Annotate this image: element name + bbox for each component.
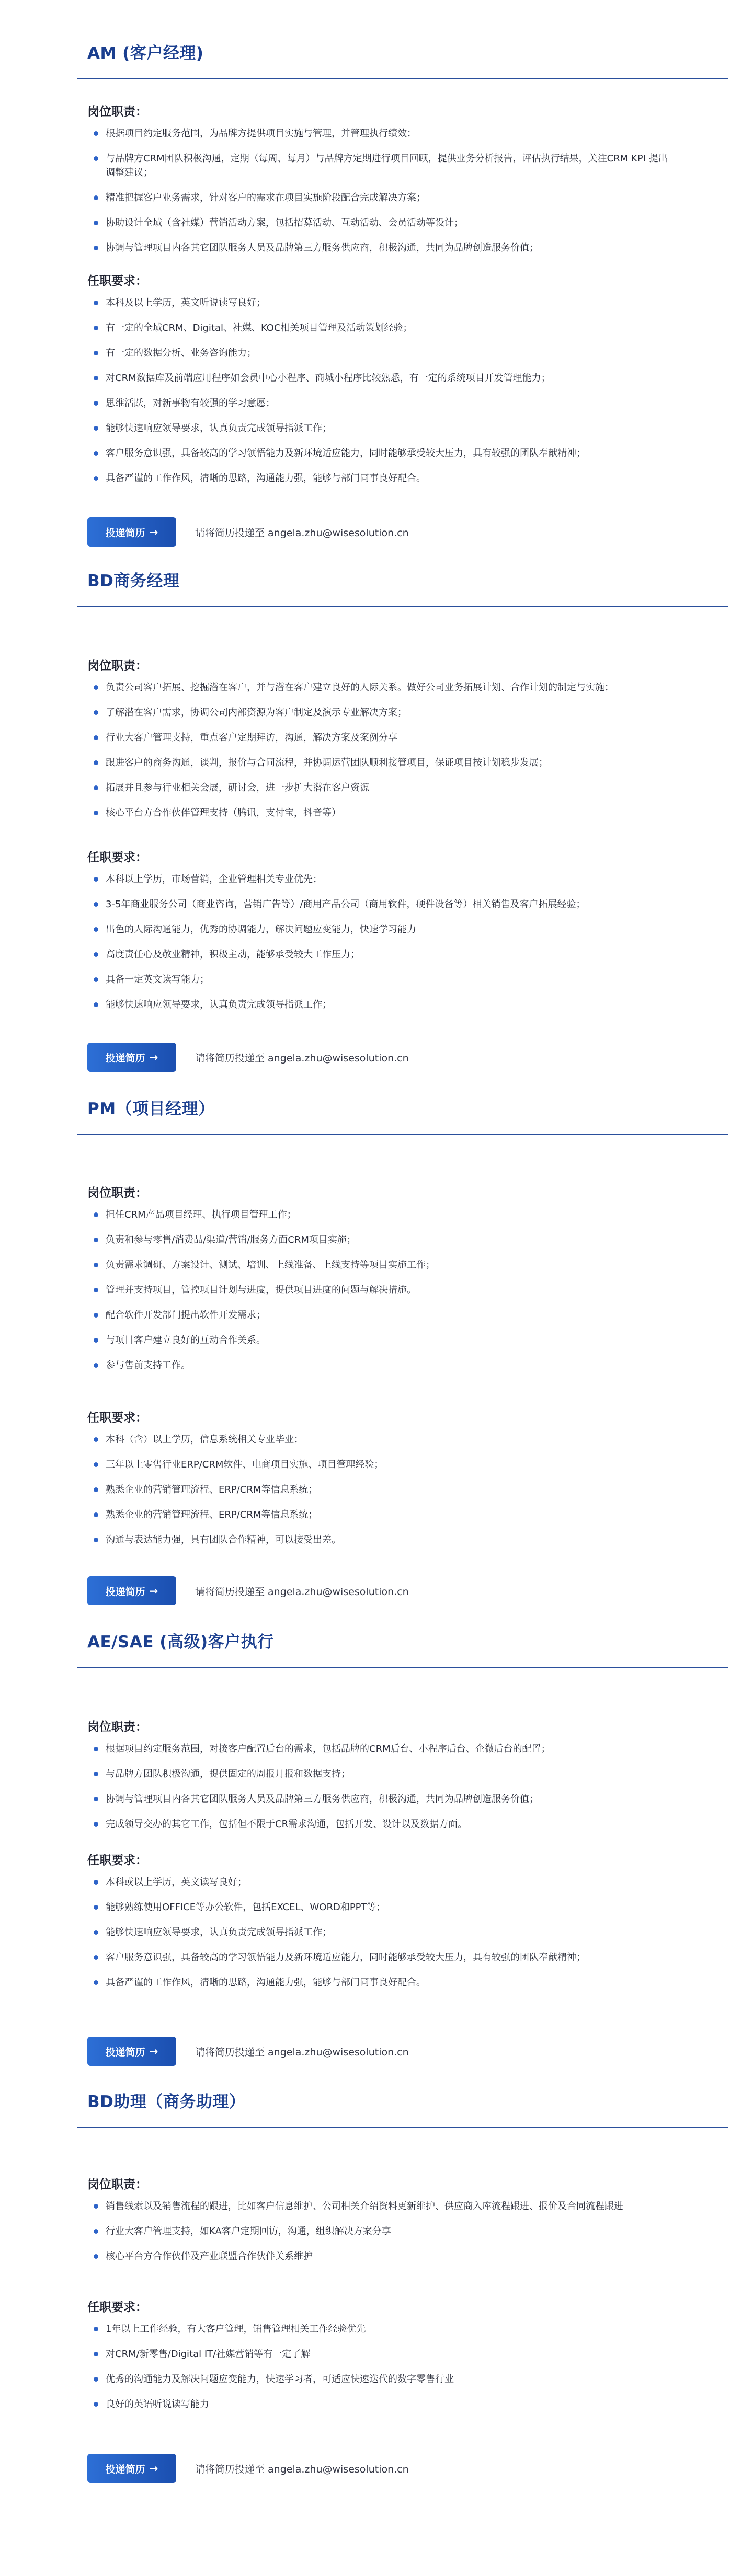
requirements-item-text: 具备一定英文读写能力； <box>106 974 209 985</box>
duties-item <box>87 1208 673 1222</box>
arrow-right-icon: → <box>149 2045 158 2058</box>
requirements-item-text: 本科以上学历，市场营销，企业管理相关专业优先； <box>106 874 322 885</box>
duties-item <box>87 1817 673 1831</box>
requirements-item <box>87 296 673 310</box>
requirements-item-text: 良好的英语听说读写能力 <box>106 2399 209 2410</box>
requirements-item <box>87 421 673 435</box>
requirements-item-text: 能够快速响应领导要求，认真负责完成领导指派工作； <box>106 1927 332 1938</box>
bullet-dot-icon <box>94 2229 98 2234</box>
requirements-item <box>87 973 673 987</box>
duties-item <box>87 241 673 255</box>
submit-resume-button[interactable] <box>87 2037 176 2066</box>
requirements-item <box>87 471 673 486</box>
duties-item <box>87 1742 673 1756</box>
duties-item <box>87 1308 673 1322</box>
submit-resume-button[interactable] <box>87 1576 176 1605</box>
duties-item-text: 协调与管理项目内各其它团队服务人员及品牌第三方服务供应商，积极沟通，共同为品牌创造服务价值； <box>106 1794 539 1805</box>
duties-item <box>87 1792 673 1806</box>
requirements-item-text: 优秀的沟通能力及解决问题应变能力，快速学习者，可适应快速迭代的数字零售行业 <box>106 2374 454 2385</box>
duties-item <box>87 2224 673 2238</box>
duties-item <box>87 1767 673 1781</box>
job-title: AM (客户经理) <box>87 44 204 63</box>
requirements-item-text: 高度责任心及敬业精神，积极主动，能够承受较大工作压力； <box>106 949 360 960</box>
apply-row <box>87 1576 409 1605</box>
bullet-dot-icon <box>94 1797 98 1801</box>
bullet-dot-icon <box>94 2254 98 2259</box>
bullet-dot-icon <box>94 1288 98 1292</box>
bullet-dot-icon <box>94 1462 98 1467</box>
bullet-dot-icon <box>94 1772 98 1776</box>
requirements-item-text: 熟悉企业的营销管理流程、ERP/CRM等信息系统； <box>106 1484 318 1495</box>
duties-item <box>87 806 673 820</box>
requirements-item-text: 对CRM/新零售/Digital IT/社媒营销等有一定了解 <box>106 2349 311 2360</box>
requirements-item-text: 三年以上零售行业ERP/CRM软件、电商项目实施、项目管理经验； <box>106 1459 384 1470</box>
job-title: AE/SAE (高级)客户执行 <box>87 1633 274 1651</box>
duties-item <box>87 706 673 720</box>
duties-item-text: 管理并支持项目，管控项目计划与进度，提供项目进度的问题与解决措施。 <box>106 1285 416 1296</box>
resume-email-note: 请将简历投递至 angela.zhu@wisesolution.cn <box>195 1586 409 1598</box>
bullet-dot-icon <box>94 2327 98 2331</box>
bullet-dot-icon <box>94 301 98 305</box>
bullet-dot-icon <box>94 1905 98 1910</box>
requirements-list <box>87 2322 673 2411</box>
submit-resume-label: 投递简历 <box>105 527 145 539</box>
duties-item-text: 根据项目约定服务范围，对接客户配置后台的需求，包括品牌的CRM后台、小程序后台、企微后台的配置； <box>106 1743 551 1754</box>
requirements-item <box>87 1900 673 1914</box>
requirements-item <box>87 948 673 962</box>
bullet-dot-icon <box>94 1980 98 1985</box>
bullet-dot-icon <box>94 1363 98 1368</box>
requirements-item-text: 对CRM数据库及前端应用程序如会员中心小程序、商城小程序比较熟悉，有一定的系统项目开发管理能力； <box>106 373 551 384</box>
requirements-item <box>87 2347 673 2361</box>
bullet-dot-icon <box>94 1338 98 1343</box>
arrow-right-icon: → <box>149 1585 158 1597</box>
bullet-dot-icon <box>94 710 98 715</box>
resume-email-note: 请将简历投递至 angela.zhu@wisesolution.cn <box>195 1052 409 1064</box>
duties-list <box>87 680 673 820</box>
requirements-item-text: 本科或以上学历，英文读写良好； <box>106 1877 247 1888</box>
apply-row <box>87 2454 409 2483</box>
title-divider <box>77 78 728 79</box>
bullet-dot-icon <box>94 1512 98 1517</box>
duties-item <box>87 216 673 230</box>
bullet-dot-icon <box>94 156 98 161</box>
requirements-item-text: 3-5年商业服务公司（商业咨询，营销广告等）/商用产品公司（商用软件，硬件设备等）相关销售及客户拓展经验； <box>106 899 586 910</box>
duties-item <box>87 1333 673 1347</box>
requirements-item-text: 沟通与表达能力强，具有团队合作精神，可以接受出差。 <box>106 1534 341 1545</box>
bullet-dot-icon <box>94 2377 98 2382</box>
requirements-item <box>87 2397 673 2411</box>
duties-item-text: 核心平台方合作伙伴管理支持（腾讯，支付宝，抖音等） <box>106 807 341 818</box>
requirements-item <box>87 1875 673 1889</box>
bullet-dot-icon <box>94 902 98 907</box>
duties-list <box>87 126 673 255</box>
duties-item-text: 销售线索以及销售流程的跟进，比如客户信息维护、公司相关介绍资料更新维护、供应商入库流程跟进、报价及合同流程跟进 <box>106 2201 623 2212</box>
duties-item-text: 与品牌方CRM团队积极沟通，定期（每周、每月）与品牌方定期进行项目回顾，提供业务分析报告，评估执行结果，关注CRM KPI 提出调整建议； <box>106 153 668 178</box>
duties-section <box>87 101 673 266</box>
job-title: BD商务经理 <box>87 572 180 591</box>
duties-section <box>87 1717 673 1842</box>
requirements-section <box>87 847 673 1023</box>
duties-list <box>87 1742 673 1831</box>
resume-email-note: 请将简历投递至 angela.zhu@wisesolution.cn <box>195 2463 409 2475</box>
apply-row <box>87 1043 409 1072</box>
requirements-item-text: 本科及以上学历，英文听说读写良好； <box>106 297 266 308</box>
bullet-dot-icon <box>94 426 98 431</box>
requirements-item <box>87 1976 673 1990</box>
bullet-dot-icon <box>94 221 98 225</box>
bullet-dot-icon <box>94 1487 98 1492</box>
duties-heading: 岗位职责： <box>87 1720 147 1734</box>
duties-item <box>87 731 673 745</box>
requirements-heading: 任职要求： <box>87 2301 147 2314</box>
bullet-dot-icon <box>94 2352 98 2356</box>
requirements-section <box>87 271 673 496</box>
duties-item-text: 负责需求调研、方案设计、测试、培训、上线准备、上线支持等项目实施工作； <box>106 1260 435 1270</box>
bullet-dot-icon <box>94 326 98 330</box>
duties-item-text: 了解潜在客户需求，协调公司内部资源为客户制定及演示专业解决方案； <box>106 707 407 718</box>
resume-email-note: 请将简历投递至 angela.zhu@wisesolution.cn <box>195 2046 409 2058</box>
requirements-item <box>87 1458 673 1472</box>
bullet-dot-icon <box>94 1238 98 1242</box>
duties-item-text: 核心平台方合作伙伴及产业联盟合作伙伴关系维护 <box>106 2251 313 2262</box>
duties-item <box>87 126 673 141</box>
requirements-item <box>87 371 673 385</box>
submit-resume-label: 投递简历 <box>105 1586 145 1598</box>
requirements-item <box>87 1483 673 1497</box>
duties-item-text: 参与售前支持工作。 <box>106 1360 190 1371</box>
duties-item-text: 行业大客户管理支持，如KA客户定期回访，沟通，组织解决方案分享 <box>106 2226 391 2237</box>
duties-item-text: 配合软件开发部门提出软件开发需求； <box>106 1310 266 1321</box>
arrow-right-icon: → <box>149 1051 158 1064</box>
requirements-section <box>87 1407 673 1558</box>
requirements-item-text: 具备严谨的工作作风，清晰的思路，沟通能力强，能够与部门同事良好配合。 <box>106 473 426 484</box>
resume-email-note: 请将简历投递至 angela.zhu@wisesolution.cn <box>195 527 409 539</box>
duties-heading: 岗位职责： <box>87 2178 147 2191</box>
bullet-dot-icon <box>94 877 98 882</box>
duties-heading: 岗位职责： <box>87 659 147 673</box>
duties-item-text: 与项目客户建立良好的互动合作关系。 <box>106 1335 266 1346</box>
requirements-list <box>87 1433 673 1547</box>
requirements-item-text: 能够熟练使用OFFICE等办公软件，包括EXCEL、WORD和PPT等； <box>106 1902 386 1913</box>
duties-list <box>87 2199 673 2263</box>
requirements-item <box>87 2372 673 2386</box>
duties-item <box>87 1283 673 1297</box>
requirements-item <box>87 1925 673 1939</box>
requirements-item-text: 有一定的全域CRM、Digital、社媒、KOC相关项目管理及活动策划经验； <box>106 322 413 333</box>
bullet-dot-icon <box>94 401 98 406</box>
bullet-dot-icon <box>94 1313 98 1318</box>
duties-item-text: 负责公司客户拓展、挖掘潜在客户，并与潜在客户建立良好的人际关系。做好公司业务拓展计划、合作计划的制定与实施； <box>106 682 614 693</box>
duties-item <box>87 756 673 770</box>
requirements-heading: 任职要求： <box>87 1411 147 1425</box>
submit-resume-label: 投递简历 <box>105 2046 145 2058</box>
requirements-item-text: 出色的人际沟通能力，优秀的协调能力，解决问题应变能力，快速学习能力 <box>106 924 416 935</box>
requirements-item-text: 本科（含）以上学历，信息系统相关专业毕业； <box>106 1434 303 1445</box>
duties-item <box>87 1233 673 1247</box>
bullet-dot-icon <box>94 476 98 481</box>
bullet-dot-icon <box>94 785 98 790</box>
submit-resume-button[interactable] <box>87 517 176 547</box>
bullet-dot-icon <box>94 1880 98 1885</box>
duties-item-text: 行业大客户管理支持，重点客户定期拜访，沟通，解决方案及案例分享 <box>106 732 397 743</box>
bullet-dot-icon <box>94 735 98 740</box>
bullet-dot-icon <box>94 811 98 815</box>
requirements-item-text: 客户服务意识强，具备较高的学习领悟能力及新环境适应能力，同时能够承受较大压力，具有较强的团队奉献精神； <box>106 448 586 459</box>
duties-heading: 岗位职责： <box>87 1186 147 1200</box>
bullet-dot-icon <box>94 2204 98 2209</box>
duties-item <box>87 680 673 695</box>
requirements-list <box>87 1875 673 1990</box>
bullet-dot-icon <box>94 927 98 932</box>
bullet-dot-icon <box>94 2402 98 2407</box>
duties-section <box>87 655 673 831</box>
requirements-item-text: 熟悉企业的营销管理流程、ERP/CRM等信息系统； <box>106 1509 318 1520</box>
job-title: BD助理（商务助理） <box>87 2093 246 2111</box>
bullet-dot-icon <box>94 1212 98 1217</box>
bullet-dot-icon <box>94 351 98 355</box>
apply-row <box>87 517 409 547</box>
bullet-dot-icon <box>94 1538 98 1542</box>
title-divider <box>77 1134 728 1135</box>
bullet-dot-icon <box>94 685 98 690</box>
requirements-item <box>87 1950 673 1965</box>
duties-item-text: 精准把握客户业务需求，针对客户的需求在项目实施阶段配合完成解决方案； <box>106 192 426 203</box>
duties-item <box>87 1258 673 1272</box>
requirements-item <box>87 446 673 460</box>
bullet-dot-icon <box>94 952 98 957</box>
duties-item <box>87 2199 673 2213</box>
duties-item <box>87 152 673 180</box>
requirements-item-text: 1年以上工作经验，有大客户管理，销售管理相关工作经验优先 <box>106 2324 366 2335</box>
requirements-heading: 任职要求： <box>87 851 147 864</box>
bullet-dot-icon <box>94 760 98 765</box>
bullet-dot-icon <box>94 1747 98 1751</box>
duties-item-text: 负责和参与零售/消费品/渠道/营销/服务方面CRM项目实施； <box>106 1234 356 1245</box>
title-divider <box>77 2127 728 2128</box>
job-title: PM（项目经理） <box>87 1100 215 1118</box>
requirements-item <box>87 1433 673 1447</box>
bullet-dot-icon <box>94 451 98 456</box>
requirements-section <box>87 1850 673 2001</box>
bullet-dot-icon <box>94 131 98 136</box>
bullet-dot-icon <box>94 195 98 200</box>
requirements-item <box>87 897 673 911</box>
requirements-item <box>87 2322 673 2336</box>
duties-item <box>87 1358 673 1372</box>
requirements-item <box>87 998 673 1012</box>
submit-resume-label: 投递简历 <box>105 1052 145 1064</box>
bullet-dot-icon <box>94 1263 98 1267</box>
duties-item-text: 完成领导交办的其它工作，包括但不限于CR需求沟通，包括开发、设计以及数据方面。 <box>106 1819 467 1830</box>
requirements-list <box>87 296 673 486</box>
requirements-item-text: 具备严谨的工作作风，清晰的思路，沟通能力强，能够与部门同事良好配合。 <box>106 1977 426 1988</box>
duties-heading: 岗位职责： <box>87 105 147 119</box>
requirements-item-text: 客户服务意识强，具备较高的学习领悟能力及新环境适应能力，同时能够承受较大压力，具有较强的团队奉献精神； <box>106 1952 586 1963</box>
duties-item <box>87 2249 673 2263</box>
requirements-item <box>87 396 673 410</box>
duties-item-text: 协助设计全域（含社媒）营销活动方案，包括招募活动、互动活动、会员活动等设计； <box>106 217 463 228</box>
duties-item <box>87 781 673 795</box>
requirements-item <box>87 1508 673 1522</box>
duties-item-text: 与品牌方团队积极沟通，提供固定的周报月报和数据支持； <box>106 1769 350 1780</box>
bullet-dot-icon <box>94 977 98 982</box>
bullet-dot-icon <box>94 1437 98 1442</box>
bullet-dot-icon <box>94 246 98 250</box>
duties-item-text: 协调与管理项目内各其它团队服务人员及品牌第三方服务供应商，积极沟通，共同为品牌创造服务价值； <box>106 242 539 253</box>
requirements-item-text: 思维活跃，对新事物有较强的学习意愿； <box>106 398 275 409</box>
requirements-item <box>87 922 673 937</box>
duties-section <box>87 2174 673 2274</box>
requirements-item <box>87 346 673 360</box>
requirements-heading: 任职要求： <box>87 1854 147 1867</box>
requirements-list <box>87 872 673 1012</box>
requirements-section <box>87 2297 673 2422</box>
arrow-right-icon: → <box>149 526 158 538</box>
arrow-right-icon: → <box>149 2462 158 2475</box>
submit-resume-button[interactable] <box>87 1043 176 1072</box>
title-divider <box>77 1667 728 1668</box>
duties-list <box>87 1208 673 1372</box>
duties-item-text: 跟进客户的商务沟通，谈判，报价与合同流程，并协调运营团队顺利接管项目，保证项目按计划稳步发展； <box>106 757 548 768</box>
bullet-dot-icon <box>94 1930 98 1935</box>
duties-item-text: 担任CRM产品项目经理、执行项目管理工作； <box>106 1209 296 1220</box>
bullet-dot-icon <box>94 1955 98 1960</box>
apply-row <box>87 2037 409 2066</box>
requirements-item-text: 能够快速响应领导要求，认真负责完成领导指派工作； <box>106 999 332 1010</box>
duties-section <box>87 1183 673 1383</box>
duties-item-text: 根据项目约定服务范围，为品牌方提供项目实施与管理，并管理执行绩效； <box>106 128 416 139</box>
requirements-item-text: 有一定的数据分析、业务咨询能力； <box>106 348 256 359</box>
bullet-dot-icon <box>94 1822 98 1827</box>
requirements-heading: 任职要求： <box>87 274 147 288</box>
bullet-dot-icon <box>94 1002 98 1007</box>
submit-resume-label: 投递简历 <box>105 2463 145 2475</box>
requirements-item <box>87 321 673 335</box>
bullet-dot-icon <box>94 376 98 380</box>
title-divider <box>77 606 728 607</box>
requirements-item <box>87 872 673 886</box>
requirements-item-text: 能够快速响应领导要求，认真负责完成领导指派工作； <box>106 423 332 434</box>
duties-item <box>87 191 673 205</box>
submit-resume-button[interactable] <box>87 2454 176 2483</box>
requirements-item <box>87 1533 673 1547</box>
duties-item-text: 拓展并且参与行业相关会展，研讨会，进一步扩大潜在客户资源 <box>106 782 369 793</box>
